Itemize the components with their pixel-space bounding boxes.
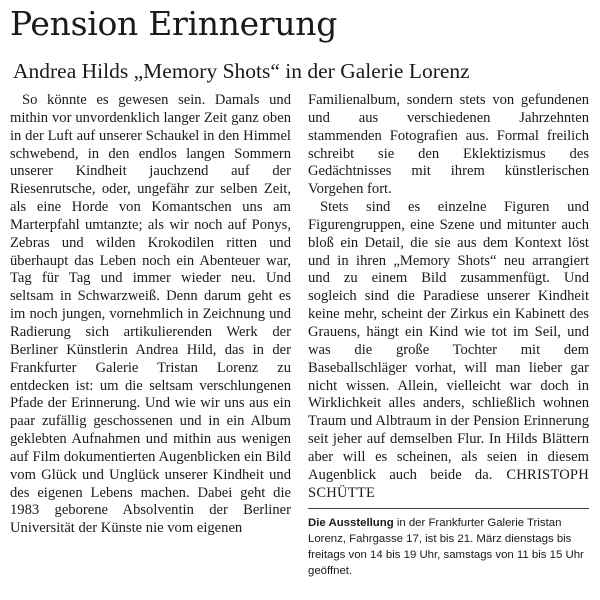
article-title: Pension Erinnerung	[10, 4, 338, 43]
body-paragraph-3-text: Stets sind es einzelne Figuren und Figurengruppen, eine Szene und mitunter auch bloß ein Detail, die sie aus dem Kontext löst und in ihren „Memory Shots“ neu arrangiert und zu einem Bild zusammenfügt. Und sogleich sind die Paradiese unserer Kindheit keine mehr, scheint der Zirkus ein Kabinett des Grauens, hängt ein Kind wie tot im Seil, und was die große Tochter mit dem Baseballschläger vorhat, will man lieber gar nicht wissen. Allein, vielleicht war doch in Wirklichkeit alles anders, schließlich wohnen Traum und Albtraum in der Pension Erinnerung seit jeher auf demselben Flur. In Hilds Blättern aber will es scheinen, als seien in diesem Augenblick auch beide da.	[308, 199, 589, 483]
body-paragraph-3	[308, 199, 589, 502]
article-subtitle: Andrea Hilds „Memory Shots“ in der Galerie Lorenz	[13, 59, 470, 83]
author-byline: CHRISTOPH SCHÜTTE	[308, 466, 589, 501]
info-box-text: in der Frankfurter Galerie Tristan Lorenz, Fahrgasse 17, ist bis 21. März dienstags bis freitags von 14 bis 19 Uhr, samstags von 11 bis 15 Uhr geöffnet.	[308, 517, 584, 578]
body-paragraph-2: Familienalbum, sondern stets von gefundenen und aus verschiedenen Jahrzehnten stammenden Fotografien aus. Formal freilich schreibt sie den Eklektizismus des Gedächtnisses mit ihrem künstlerischen Vorgehen fort.	[308, 92, 589, 198]
exhibition-info-box	[308, 508, 589, 579]
info-box-lead: Die Ausstellung	[308, 517, 394, 530]
body-paragraph-1: So könnte es gewesen sein. Damals und mithin vor unvordenklich langer Zeit ganz oben in der Luft auf unserer Schaukel in den Himmel schwebend, in den endlos langen Sommern unserer Kindheit jauchzend auf der Riesenrutsche, oder, ungefähr zur selben Zeit, als eine Horde von Komantschen uns am Marterpfahl umtanzte; als wir noch auf Ponys, Zebras und wilden Krokodilen ritten und überhaupt das Leben noch ein Abenteuer war, Tag für Tag und immer wieder neu. Und seltsam in Schwarzweiß. Denn darum geht es im noch jungen, vornehmlich in Zeichnung und Radierung sich artikulierenden Werk der Berliner Künstlerin Andrea Hild, das in der Frankfurter Galerie Tristan Lorenz zu entdecken ist: um die seltsam verschlungenen Pfade der Erinnerung. Und wie wir uns aus ein paar zufällig geschossenen und in ein Album geklebten Aufnahmen und mithin aus wenigen auf Film dokumentierten Augenblicken ein Bild vom Glück und Unglück unserer Kindheit und des eigenen Lebens machen. Dabei geht die 1983 geborene Absolventin der Berliner Universität der Künste nie vom eigenen	[10, 92, 291, 537]
article-column-left	[10, 92, 291, 538]
article-column-right	[308, 92, 589, 579]
